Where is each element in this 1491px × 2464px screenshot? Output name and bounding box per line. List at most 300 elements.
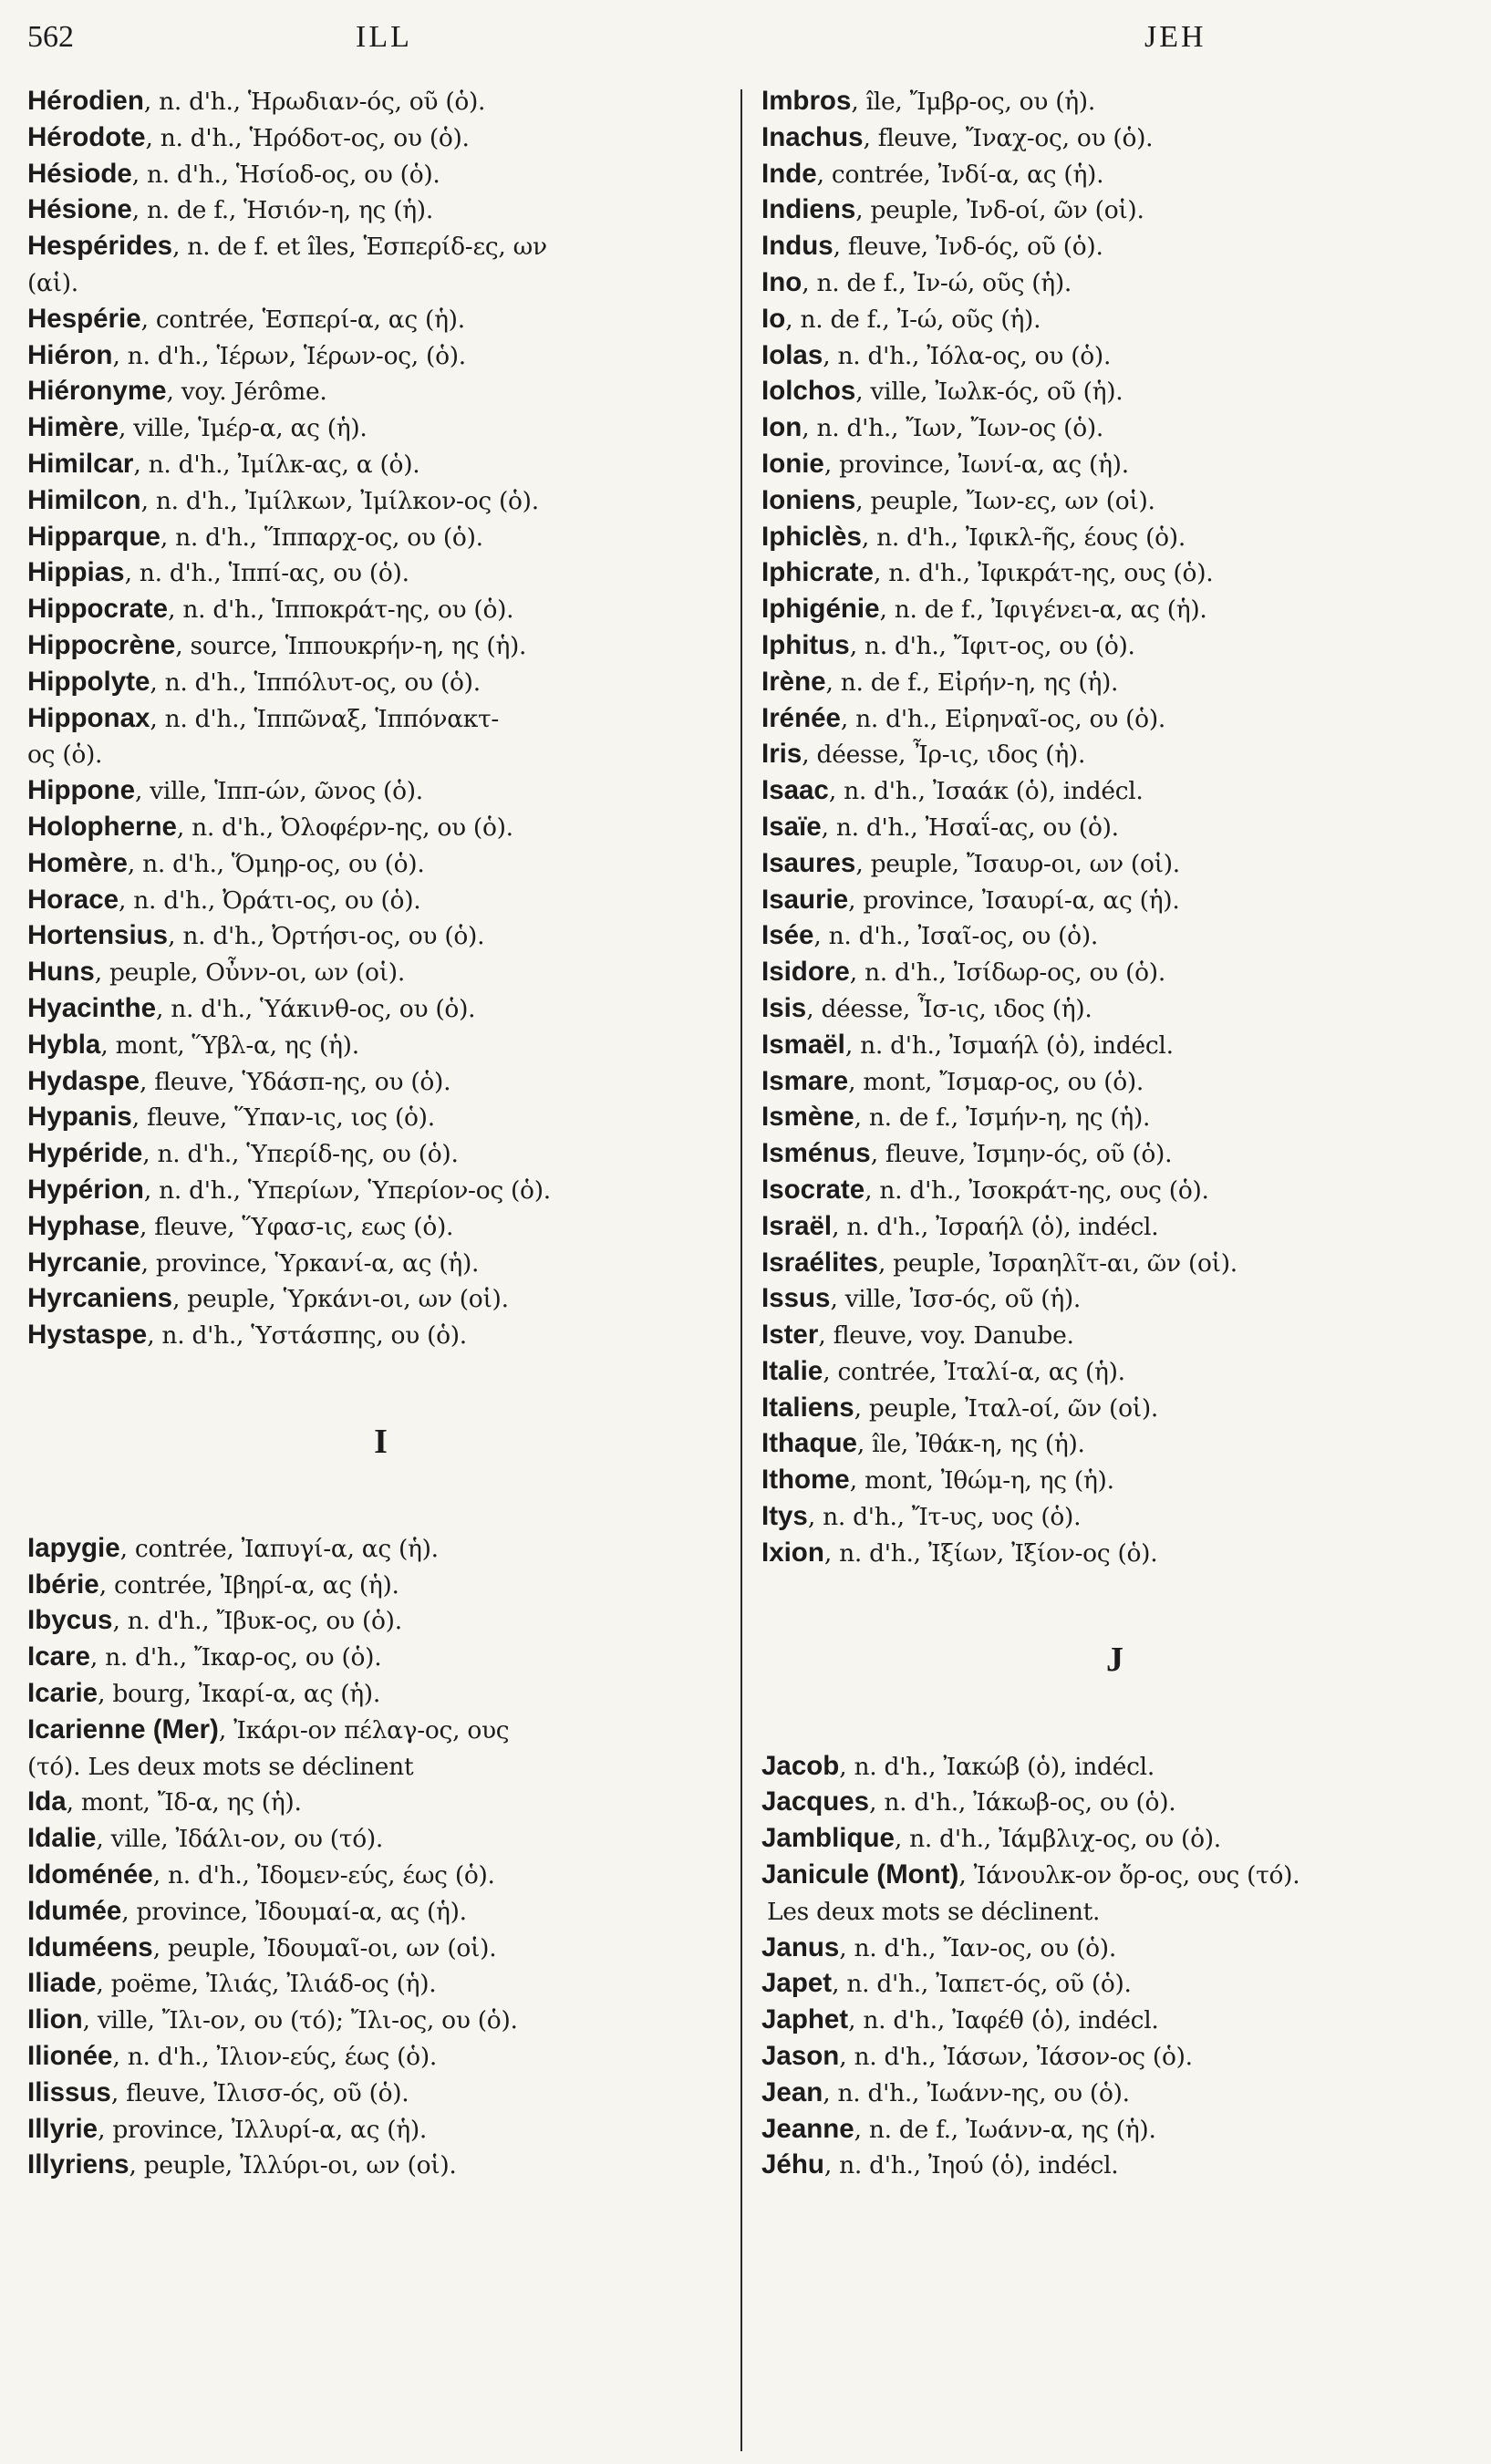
dictionary-entry	[761, 1499, 1468, 1536]
entry-headword: Ibycus	[27, 1605, 113, 1636]
entry-definition: , peuple, Ὑρκάνι-οι, ων (οἱ).	[172, 1285, 509, 1314]
dictionary-entry	[761, 1100, 1468, 1136]
dictionary-entry	[761, 810, 1468, 846]
entry-definition: , n. d'h., Ἰσοκράτ-ης, ους (ὁ).	[865, 1175, 1209, 1205]
dictionary-entry	[761, 955, 1468, 991]
entry-headword: Homère	[27, 847, 128, 878]
entry-definition: , n. d'h., Εἰρηναῖ-ος, ου (ὁ).	[840, 704, 1165, 733]
entry-definition: , fleuve, Ὕπαν-ις, ιος (ὁ).	[131, 1103, 435, 1133]
entry-headword: Janicule (Mont)	[761, 1859, 959, 1890]
dictionary-entry	[761, 229, 1468, 265]
entry-headword: Hyrcaniens	[27, 1283, 173, 1314]
entry-definition: , peuple, Ἴσαυρ-οι, ων (οἱ).	[855, 849, 1180, 878]
entry-definition: , province, Ὑρκανί-α, ας (ἡ).	[140, 1248, 480, 1278]
entry-definition: , peuple, Οὖνν-οι, ων (οἱ).	[94, 958, 405, 988]
entry-definition: , province, Ἰλλυρί-α, ας (ἡ).	[98, 2115, 428, 2144]
entry-headword: Idoménée	[27, 1859, 153, 1890]
entry-headword: Hipponax	[27, 702, 150, 733]
entry-headword: Horace	[27, 884, 119, 915]
entry-definition: Les deux mots se déclinent.	[767, 1897, 1101, 1926]
dictionary-entry	[761, 1463, 1468, 1499]
entry-definition: , n. d'h., Ἴων, Ἴων-ος (ὁ).	[802, 414, 1104, 443]
entry-headword: Iphiclès	[761, 521, 862, 552]
entry-definition: , contrée, Ἰταλί-α, ας (ἡ).	[823, 1357, 1125, 1386]
entry-definition: , n. d'h., Ἰδομεν-εύς, έως (ὁ).	[152, 1861, 495, 1890]
dictionary-entry	[27, 520, 734, 556]
dictionary-entry	[27, 229, 734, 265]
left-column	[27, 84, 734, 2184]
entry-headword: Hésiode	[27, 158, 132, 189]
dictionary-entry	[27, 1640, 734, 1676]
entry-definition: (τό). Les deux mots se déclinent	[27, 1752, 414, 1781]
entry-headword: Jacques	[761, 1786, 870, 1817]
entry-definition: , peuple, Ἰταλ-οί, ῶν (οἱ).	[854, 1393, 1158, 1423]
dictionary-entry	[761, 1173, 1468, 1209]
entry-headword: Ismène	[761, 1102, 854, 1133]
dictionary-entry	[761, 1821, 1468, 1858]
entry-headword: Himilcar	[27, 448, 134, 479]
entry-definition: , peuple, Ἰσραηλῖτ-αι, ῶν (οἱ).	[877, 1248, 1237, 1278]
entry-headword: Jéhu	[761, 2149, 824, 2180]
entry-definition: , n. d'h., Ἰσαάκ (ὁ), indécl.	[828, 777, 1144, 806]
entry-headword: Hipparque	[27, 521, 160, 552]
dictionary-entry	[27, 2076, 734, 2112]
entry-definition: , n. d'h., Ὀρτήσι-ος, ου (ὁ).	[168, 922, 485, 951]
dictionary-entry	[27, 2003, 734, 2039]
entry-headword: Illyriens	[27, 2149, 129, 2180]
dictionary-entry	[761, 1318, 1468, 1354]
entry-definition: , n. de f., Εἰρήν-η, ης (ἡ).	[825, 668, 1119, 697]
entry-definition: , ville, Ἰσσ-ός, οῦ (ἡ).	[830, 1285, 1082, 1314]
entry-headword: Jamblique	[761, 1823, 895, 1854]
entry-definition: , peuple, Ἰδουμαῖ-οι, ων (οἱ).	[152, 1933, 497, 1962]
entry-definition: , province, Ἰωνί-α, ας (ἡ).	[823, 450, 1129, 479]
entry-headword: Jacob	[761, 1750, 840, 1781]
dictionary-entry	[27, 1858, 734, 1894]
entry-headword: Himère	[27, 412, 119, 443]
entry-definition: , province, Ἰδουμαί-α, ας (ἡ).	[121, 1897, 467, 1926]
entry-definition: , n. d'h., Ἴαν-ος, ου (ὁ).	[839, 1933, 1116, 1962]
entry-continuation	[27, 737, 734, 773]
entry-definition: ος (ὁ).	[27, 740, 103, 770]
entry-headword: Hiéronyme	[27, 376, 167, 407]
entry-headword: Iduméens	[27, 1931, 153, 1962]
entry-headword: Hypérion	[27, 1174, 144, 1205]
entry-headword: Israélites	[761, 1247, 878, 1278]
entry-definition: , n. de f., Ἰφιγένει-α, ας (ἡ).	[879, 595, 1207, 625]
entry-headword: Issus	[761, 1283, 831, 1314]
dictionary-entry	[27, 1318, 734, 1354]
dictionary-entry	[27, 447, 734, 483]
entry-headword: Illyrie	[27, 2113, 98, 2144]
dictionary-entry	[761, 1966, 1468, 2003]
right-column	[761, 84, 1468, 2184]
entry-definition: , n. d'h., Ἰσαῖ-ος, ου (ὁ).	[813, 922, 1098, 951]
entry-headword: Icarie	[27, 1678, 98, 1709]
spacer	[761, 1678, 1468, 1713]
entry-definition: , n. d'h., Ἡρωδιαν-ός, οῦ (ὁ).	[143, 88, 486, 116]
entry-definition: , contrée, Ἰβηρί-α, ας (ἡ).	[98, 1570, 399, 1600]
entry-definition: , n. d'h., Ἰακώβ (ὁ), indécl.	[839, 1752, 1154, 1781]
entry-definition: , contrée, Ἑσπερί-α, ας (ἡ).	[140, 305, 465, 334]
dictionary-entry	[27, 1713, 734, 1749]
entry-definition: , contrée, Ἰνδί-α, ας (ἡ).	[816, 160, 1104, 189]
dictionary-entry	[761, 665, 1468, 701]
entry-continuation	[27, 265, 734, 302]
entry-headword: Ida	[27, 1786, 67, 1817]
entry-definition: , n. de f., Ἰσμήν-η, ης (ἡ).	[854, 1103, 1151, 1133]
entry-definition: , source, Ἱππουκρήν-η, ης (ἡ).	[175, 631, 527, 660]
entry-definition: , n. de f., Ἰωάνν-α, ης (ἡ).	[854, 2115, 1156, 2144]
dictionary-entry	[27, 2039, 734, 2076]
running-head-right: JEH	[1144, 20, 1206, 54]
entry-headword: Jason	[761, 2041, 840, 2072]
spacer	[761, 1713, 1468, 1749]
dictionary-entry	[761, 846, 1468, 883]
dictionary-entry	[761, 302, 1468, 338]
entry-headword: Isaures	[761, 847, 856, 878]
dictionary-entry	[27, 810, 734, 846]
dictionary-entry	[27, 955, 734, 991]
entry-headword: Hortensius	[27, 920, 169, 951]
dictionary-entry	[761, 1354, 1468, 1391]
dictionary-entry	[27, 592, 734, 628]
entry-headword: Isée	[761, 920, 814, 951]
entry-headword: Hypanis	[27, 1102, 132, 1133]
dictionary-entry	[761, 2112, 1468, 2148]
entry-headword: Imbros	[761, 86, 852, 116]
dictionary-entry	[761, 483, 1468, 520]
dictionary-entry	[27, 1281, 734, 1318]
dictionary-entry	[761, 592, 1468, 628]
entry-definition: , n. d'h., Ἰσίδωρ-ος, ου (ὁ).	[849, 958, 1165, 988]
entry-headword: Isidore	[761, 957, 850, 988]
entry-headword: Holopherne	[27, 811, 177, 842]
entry-headword: Hyrcanie	[27, 1247, 141, 1278]
entry-definition: (αἱ).	[27, 268, 78, 297]
entry-headword: Ister	[761, 1320, 819, 1351]
dictionary-entry	[761, 883, 1468, 919]
entry-definition: , n. d'h., Ἰσμαήλ (ὁ), indécl.	[844, 1030, 1174, 1060]
dictionary-entry	[761, 1391, 1468, 1427]
entry-headword: Isaac	[761, 775, 829, 806]
dictionary-entry	[27, 1136, 734, 1173]
dictionary-entry	[27, 1531, 734, 1568]
section-letter: J	[1106, 1641, 1123, 1680]
dictionary-entry	[27, 192, 734, 229]
dictionary-entry	[27, 701, 734, 738]
entry-definition: , poëme, Ἰλιάς, Ἰλιάδ-ος (ἡ).	[96, 1970, 437, 1999]
dictionary-entry	[761, 520, 1468, 556]
dictionary-entry	[761, 918, 1468, 955]
entry-headword: Hippone	[27, 775, 135, 806]
entry-headword: Ionie	[761, 448, 824, 479]
entry-headword: Janus	[761, 1931, 840, 1962]
entry-headword: Isménus	[761, 1138, 871, 1169]
entry-definition: , bourg, Ἰκαρί-α, ας (ἡ).	[98, 1680, 380, 1709]
dictionary-entry	[27, 1100, 734, 1136]
dictionary-entry	[27, 1966, 734, 2003]
entry-headword: Hérodien	[27, 86, 144, 116]
entry-headword: Jean	[761, 2076, 823, 2107]
entry-definition: , peuple, Ἰνδ-οί, ῶν (οἱ).	[855, 196, 1144, 225]
page-number: 562	[27, 20, 74, 54]
spacer	[27, 1496, 734, 1531]
entry-definition: , n. d'h., Ὀλοφέρν-ης, ου (ὁ).	[176, 813, 513, 842]
entry-definition: , n. d'h., Ἰόλα-ος, ου (ὁ).	[823, 341, 1112, 370]
entry-definition: , n. d'h., Ἱέρων, Ἱέρων-ος, (ὁ).	[112, 341, 466, 370]
section-letter: I	[374, 1423, 388, 1462]
entry-headword: Iphigénie	[761, 594, 880, 625]
entry-headword: Hiéron	[27, 339, 113, 370]
entry-headword: Irénée	[761, 702, 841, 733]
entry-headword: Iolchos	[761, 376, 856, 407]
entry-headword: Himilcon	[27, 484, 141, 515]
entry-headword: Israël	[761, 1210, 833, 1241]
dictionary-entry	[27, 338, 734, 375]
dictionary-entry	[761, 338, 1468, 375]
entry-definition: , fleuve, Ἴναχ-ος, ου (ὁ).	[863, 123, 1154, 152]
dictionary-entry	[761, 2039, 1468, 2076]
dictionary-entry	[27, 84, 734, 120]
entry-headword: Hespérides	[27, 231, 173, 262]
dictionary-entry	[27, 665, 734, 701]
entry-headword: Huns	[27, 957, 95, 988]
dictionary-entry	[27, 157, 734, 193]
entry-headword: Iolas	[761, 339, 823, 370]
dictionary-entry	[27, 2112, 734, 2148]
entry-headword: Hésione	[27, 194, 132, 225]
dictionary-entry	[27, 410, 734, 447]
entry-headword: Hyacinthe	[27, 992, 156, 1023]
dictionary-entry	[761, 773, 1468, 810]
entry-headword: Jeanne	[761, 2113, 854, 2144]
dictionary-entry	[27, 1821, 734, 1858]
entry-definition: , peuple, Ἰλλύρι-οι, ων (οἱ).	[129, 2151, 457, 2180]
entry-continuation	[27, 1749, 734, 1786]
entry-headword: Hippias	[27, 557, 125, 588]
entry-definition: , mont, Ὕβλ-α, ης (ἡ).	[100, 1030, 359, 1060]
spacer	[761, 1572, 1468, 1608]
entry-headword: Isocrate	[761, 1174, 865, 1205]
entry-headword: Ithaque	[761, 1428, 857, 1459]
entry-headword: Isis	[761, 992, 807, 1023]
entry-headword: Japhet	[761, 2004, 849, 2035]
entry-definition: , n. de f., Ἰν-ώ, οῦς (ἡ).	[802, 268, 1072, 297]
entry-definition: , n. d'h., Ἰφικράτ-ης, ους (ὁ).	[873, 559, 1214, 588]
entry-definition: , mont, Ἴσμαρ-ος, ου (ὁ).	[848, 1067, 1144, 1096]
dictionary-entry	[761, 2003, 1468, 2039]
entry-headword: Ioniens	[761, 484, 856, 515]
dictionary-entry	[761, 120, 1468, 157]
entry-definition: , n. d'h., Ἱππί-ας, ου (ὁ).	[124, 559, 409, 588]
entry-headword: Icare	[27, 1641, 90, 1672]
spacer	[761, 1607, 1468, 1642]
entry-definition: , n. d'h., Ἰλιον-εύς, έως (ὁ).	[112, 2043, 437, 2072]
entry-headword: Hippolyte	[27, 666, 150, 697]
running-head-left: ILL	[356, 20, 412, 54]
dictionary-entry	[761, 991, 1468, 1028]
dictionary-entry	[27, 1894, 734, 1931]
entry-headword: Hyphase	[27, 1210, 140, 1241]
entry-headword: Italie	[761, 1355, 823, 1386]
spacer	[27, 1460, 734, 1496]
dictionary-entry	[27, 918, 734, 955]
entry-definition: , peuple, Ἴων-ες, ων (οἱ).	[855, 486, 1155, 515]
entry-definition: , n. d'h., Ὅμηρ-ος, ου (ὁ).	[127, 849, 425, 878]
dictionary-entry	[761, 1536, 1468, 1572]
entry-definition: , ville, Ἴλι-ον, ου (τό); Ἴλι-ος, ου (ὁ).	[82, 2006, 518, 2035]
dictionary-entry	[27, 1603, 734, 1640]
entry-headword: Isaïe	[761, 811, 822, 842]
entry-definition: , fleuve, Ὕφασ-ις, εως (ὁ).	[139, 1212, 454, 1241]
dictionary-entry	[761, 737, 1468, 773]
dictionary-entry	[761, 1785, 1468, 1821]
entry-definition: , n. d'h., Ἰάσων, Ἰάσον-ος (ὁ).	[839, 2043, 1193, 2072]
entry-definition: , déesse, Ἶσ-ις, ιδος (ἡ).	[806, 994, 1092, 1023]
entry-continuation	[761, 1894, 1468, 1931]
entry-headword: Italiens	[761, 1392, 854, 1423]
entry-definition: , ville, Ἰδάλι-ον, ου (τό).	[96, 1825, 384, 1854]
entry-headword: Ilionée	[27, 2041, 113, 2072]
dictionary-entry	[761, 701, 1468, 738]
entry-definition: , ville, Ἰωλκ-ός, οῦ (ἡ).	[855, 378, 1123, 407]
entry-definition: , n. de f. et îles, Ἑσπερίδ-ες, ων	[172, 233, 547, 262]
entry-headword: Ilissus	[27, 2076, 111, 2107]
dictionary-entry	[27, 1246, 734, 1282]
dictionary-entry	[27, 991, 734, 1028]
dictionary-entry	[761, 2076, 1468, 2112]
dictionary-entry	[27, 1568, 734, 1604]
dictionary-entry	[27, 120, 734, 157]
entry-headword: Hydaspe	[27, 1065, 140, 1096]
dictionary-entry	[27, 628, 734, 665]
entry-definition: , Ἰκάρι-ον πέλαγ-ος, ους	[218, 1715, 510, 1744]
dictionary-entry	[27, 483, 734, 520]
entry-headword: Ino	[761, 266, 802, 297]
entry-definition: , n. d'h., Ἡρόδοτ-ος, ου (ὁ).	[145, 123, 470, 152]
entry-definition: , ville, Ἱμέρ-α, ας (ἡ).	[119, 414, 368, 443]
dictionary-entry	[761, 1064, 1468, 1101]
entry-definition: , déesse, Ἶρ-ις, ιδος (ἡ).	[802, 740, 1086, 770]
dictionary-entry	[761, 447, 1468, 483]
dictionary-entry	[761, 84, 1468, 120]
dictionary-entry	[761, 192, 1468, 229]
entry-headword: Indus	[761, 231, 834, 262]
column-rule	[740, 89, 742, 2451]
entry-definition: , n. d'h., Ὀράτι-ος, ου (ὁ).	[119, 885, 421, 915]
entry-definition: , mont, Ἰθώμ-η, ης (ἡ).	[849, 1466, 1114, 1496]
dictionary-entry	[27, 1173, 734, 1209]
entry-headword: Ismaël	[761, 1029, 845, 1060]
entry-definition: , n. d'h., Ἰάκωβ-ος, ου (ὁ).	[869, 1788, 1176, 1817]
dictionary-entry	[761, 1028, 1468, 1064]
dictionary-entry	[27, 1785, 734, 1821]
entry-definition: , fleuve, Ἰσμην-ός, οῦ (ὁ).	[870, 1140, 1173, 1169]
entry-headword: Ithome	[761, 1465, 850, 1496]
dictionary-entry	[27, 1064, 734, 1101]
entry-definition: , n. d'h., Ἵππαρχ-ος, ου (ὁ).	[160, 523, 483, 552]
page-header	[0, 20, 1491, 66]
entry-definition: , n. de f., Ἰ-ώ, οῦς (ἡ).	[785, 305, 1041, 334]
dictionary-entry	[761, 1749, 1468, 1786]
entry-headword: Itys	[761, 1501, 808, 1532]
entry-definition: , n. d'h., Ὑπερίων, Ὑπερίον-ος (ὁ).	[143, 1175, 551, 1205]
entry-definition: , n. d'h., Ἰάμβλιχ-ος, ου (ὁ).	[894, 1825, 1221, 1854]
entry-headword: Ilion	[27, 2004, 83, 2035]
entry-definition: , Ἰάνουλκ-ον ὄρ-ος, ους (τό).	[958, 1861, 1300, 1890]
entry-headword: Inde	[761, 158, 817, 189]
entry-definition: , île, Ἴμβρ-ος, ου (ἡ).	[851, 88, 1095, 116]
entry-definition: , fleuve, Ἰνδ-ός, οῦ (ὁ).	[833, 233, 1103, 262]
dictionary-entry	[27, 374, 734, 410]
dictionary-entry	[761, 1246, 1468, 1282]
entry-headword: Ixion	[761, 1537, 824, 1568]
entry-headword: Japet	[761, 1968, 833, 1999]
dictionary-entry	[27, 2148, 734, 2184]
entry-headword: Irène	[761, 666, 826, 697]
dictionary-entry	[761, 1858, 1468, 1894]
entry-headword: Indiens	[761, 194, 856, 225]
entry-definition: , n. d'h., Ὑάκινθ-ος, ου (ὁ).	[156, 994, 476, 1023]
entry-headword: Iapygie	[27, 1532, 120, 1563]
dictionary-entry	[761, 157, 1468, 193]
dictionary-entry	[27, 883, 734, 919]
dictionary-entry	[761, 1209, 1468, 1246]
entry-headword: Idumée	[27, 1895, 122, 1926]
entry-definition: , ville, Ἱππ-ών, ῶνος (ὁ).	[135, 777, 423, 806]
dictionary-entry	[761, 628, 1468, 665]
dictionary-entry	[761, 2148, 1468, 2184]
entry-headword: Idalie	[27, 1823, 97, 1854]
entry-definition: , voy. Jérôme.	[166, 378, 327, 407]
entry-headword: Icarienne (Mer)	[27, 1713, 219, 1744]
entry-definition: , n. d'h., Ἰαπετ-ός, οῦ (ὁ).	[832, 1970, 1132, 1999]
entry-headword: Hystaspe	[27, 1320, 148, 1351]
entry-definition: , n. d'h., Ἰξίων, Ἰξίον-ος (ὁ).	[823, 1538, 1158, 1568]
entry-headword: Hippocrate	[27, 594, 169, 625]
entry-definition: , fleuve, voy. Danube.	[818, 1321, 1074, 1351]
dictionary-entry	[761, 1931, 1468, 1967]
entry-definition: , fleuve, Ὑδάσπ-ης, ου (ὁ).	[139, 1067, 451, 1096]
entry-definition: , n. d'h., Ἰφικλ-ῆς, έους (ὁ).	[861, 523, 1186, 552]
entry-definition: , n. d'h., Ὑπερίδ-ης, ου (ὁ).	[142, 1140, 459, 1169]
spacer	[27, 1390, 734, 1425]
spacer	[27, 1354, 734, 1390]
entry-headword: Iphicrate	[761, 557, 874, 588]
entry-headword: Ibérie	[27, 1568, 99, 1600]
entry-headword: Io	[761, 303, 786, 334]
dictionary-entry	[761, 1281, 1468, 1318]
dictionary-entry	[761, 265, 1468, 302]
entry-definition: , contrée, Ἰαπυγί-α, ας (ἡ).	[119, 1534, 439, 1563]
entry-headword: Isaurie	[761, 884, 849, 915]
dictionary-entry	[27, 1676, 734, 1713]
dictionary-entry	[761, 410, 1468, 447]
dictionary-entry	[761, 1136, 1468, 1173]
entry-definition: , n. d'h., Ἱππόλυτ-ος, ου (ὁ).	[150, 668, 481, 697]
entry-definition: , île, Ἰθάκ-η, ης (ἡ).	[856, 1430, 1085, 1459]
entry-definition: , n. d'h., Ὑστάσπης, ου (ὁ).	[147, 1321, 467, 1351]
entry-headword: Inachus	[761, 121, 864, 152]
entry-definition: , n. d'h., Ἴκαρ-ος, ου (ὁ).	[89, 1643, 382, 1672]
dictionary-entry	[761, 555, 1468, 592]
entry-headword: Hespérie	[27, 303, 141, 334]
entry-definition: , mont, Ἴδ-α, ης (ἡ).	[66, 1788, 302, 1817]
entry-headword: Iphitus	[761, 629, 850, 660]
entry-definition: , n. d'h., Ἱππῶναξ, Ἱππόνακτ-	[150, 704, 500, 733]
entry-definition: , n. d'h., Ἴτ-υς, υος (ὁ).	[807, 1503, 1082, 1532]
